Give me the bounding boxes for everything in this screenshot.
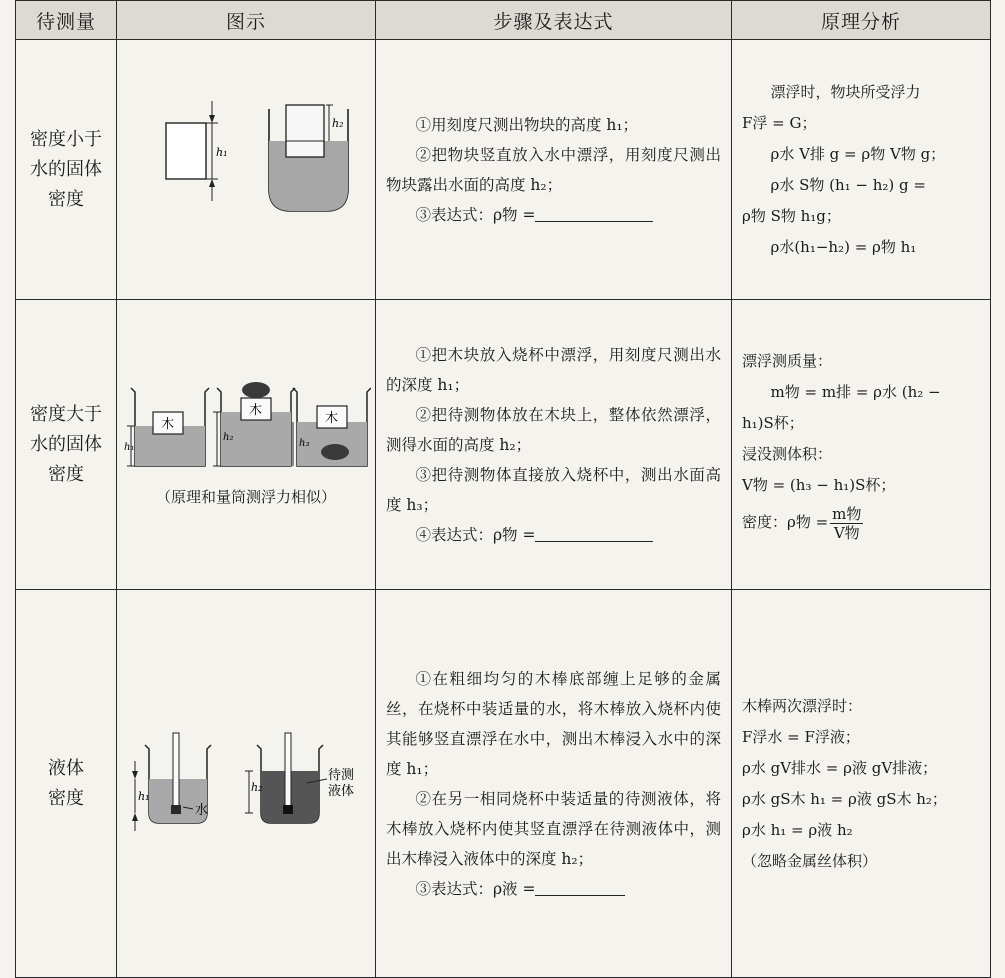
table-row [16,300,991,590]
h1-label: h₁ [124,442,135,453]
analysis-text: 漂浮时，物块所受浮力 [770,82,921,101]
table-row [16,40,991,300]
rod-float-figure [121,727,371,837]
wood-label: 木 [325,411,339,426]
header-steps: 步骤及表达式 [376,1,732,40]
fraction-denominator: V物 [833,523,860,542]
figure-cell [117,590,376,978]
analysis-text: m物 = m排 = ρ水 (h₂ − [770,383,941,401]
liquid-label: 液体 [328,783,355,799]
analysis-text: ρ水 S物 (h₁ − h₂) g = [770,175,926,194]
expression-label: ④表达式：ρ物 = [415,525,536,544]
expression-label: ③表达式：ρ液 = [415,879,536,898]
analysis-text: ρ水(h₁−h₂) = ρ物 h₁ [770,237,917,256]
analysis-text: ρ物 S物 h₁g； [742,206,841,225]
step-text: ②把物块竖直放入水中漂浮，用刻度尺测出物块露出水面的高度 h₂； [386,145,721,194]
analysis-text: F浮 = G； [742,113,817,132]
steps-cell [376,590,732,978]
analysis-text: h₁)S杯； [742,414,804,432]
label-line: 密度 [48,463,84,485]
density-table [15,0,991,978]
wood-label: 木 [249,403,263,418]
step-text: ③把待测物体直接放入烧杯中，测出水面高度 h₃； [386,465,721,514]
table-row [16,590,991,978]
analysis-text: 密度：ρ物 = [742,513,829,531]
row-label [16,590,117,978]
header-row [16,1,991,40]
answer-blank[interactable] [535,879,625,896]
h1-label: h₁ [138,789,150,803]
label-line: 密度小于 [30,128,102,150]
h2-label: h₂ [332,116,344,130]
step-text: ②在另一相同烧杯中装适量的待测液体，将木棒放入烧杯内使其竖直漂浮在待测液体中，测出木棒浸入液体中的深度 h₂； [386,789,721,868]
expression-label: ③表达式：ρ物 = [415,205,536,224]
analysis-text: ρ水 h₁ = ρ液 h₂ [742,820,853,839]
analysis-text: 浸没测体积： [742,445,833,463]
analysis-text: （忽略金属丝体积） [742,851,878,870]
figure-caption: （原理和量筒测浮力相似） [155,488,336,506]
fraction-numerator: m物 [832,504,862,523]
analysis-text: 漂浮测质量： [742,352,833,370]
analysis-cell [732,300,991,590]
analysis-text: ρ水 V排 g = ρ物 V物 g； [770,144,946,163]
answer-blank[interactable] [535,205,653,222]
liquid-label: 待测 [328,767,355,783]
label-line: 液体 [48,757,84,779]
wood-label: 木 [161,417,175,432]
header-analysis: 原理分析 [732,1,991,40]
label-line: 水的固体 [30,158,102,180]
h1-label: h₁ [216,145,228,159]
row-label [16,40,117,300]
analysis-text: ρ水 gV排水 = ρ液 gV排液； [742,758,938,777]
analysis-text: 木棒两次漂浮时： [742,696,863,715]
step-text: ①用刻度尺测出物块的高度 h₁； [415,115,639,134]
density-formula [742,501,980,543]
expression-line [386,874,721,904]
expression-line [386,520,721,550]
fraction [830,505,863,542]
row-label [16,300,117,590]
steps-cell [376,40,732,300]
analysis-text: V物 = (h₃ − h₁)S杯； [742,476,896,494]
float-block-figure [126,93,366,243]
answer-blank[interactable] [535,525,653,542]
step-text: ②把待测物体放在木块上，整体依然漂浮，测得水面的高度 h₂； [386,405,721,454]
step-text: ①把木块放入烧杯中漂浮，用刻度尺测出水的深度 h₁； [386,345,721,394]
header-quantity: 待测量 [16,1,117,40]
label-line: 密度大于 [30,403,102,425]
steps-cell [376,300,732,590]
analysis-cell [732,40,991,300]
label-line: 水的固体 [30,433,102,455]
analysis-cell [732,590,991,978]
label-line: 密度 [48,188,84,210]
analysis-text: ρ水 gS木 h₁ = ρ液 gS木 h₂； [742,789,947,808]
three-beaker-figure [121,382,371,478]
figure-cell [117,300,376,590]
figure-cell [117,40,376,300]
analysis-text: F浮水 = F浮液； [742,727,860,746]
header-figure: 图示 [117,1,376,40]
step-text: ①在粗细均匀的木棒底部缠上足够的金属丝，在烧杯中装适量的水，将木棒放入烧杯内使其能够竖直漂浮在水中，测出木棒浸入水中的深度 h₁； [386,669,721,778]
h2-label: h₂ [223,432,234,443]
water-label: 水 [195,802,209,818]
h3-label: h₃ [299,438,310,449]
label-line: 密度 [48,787,84,809]
h2-label: h₂ [251,780,263,794]
expression-line [386,200,721,230]
